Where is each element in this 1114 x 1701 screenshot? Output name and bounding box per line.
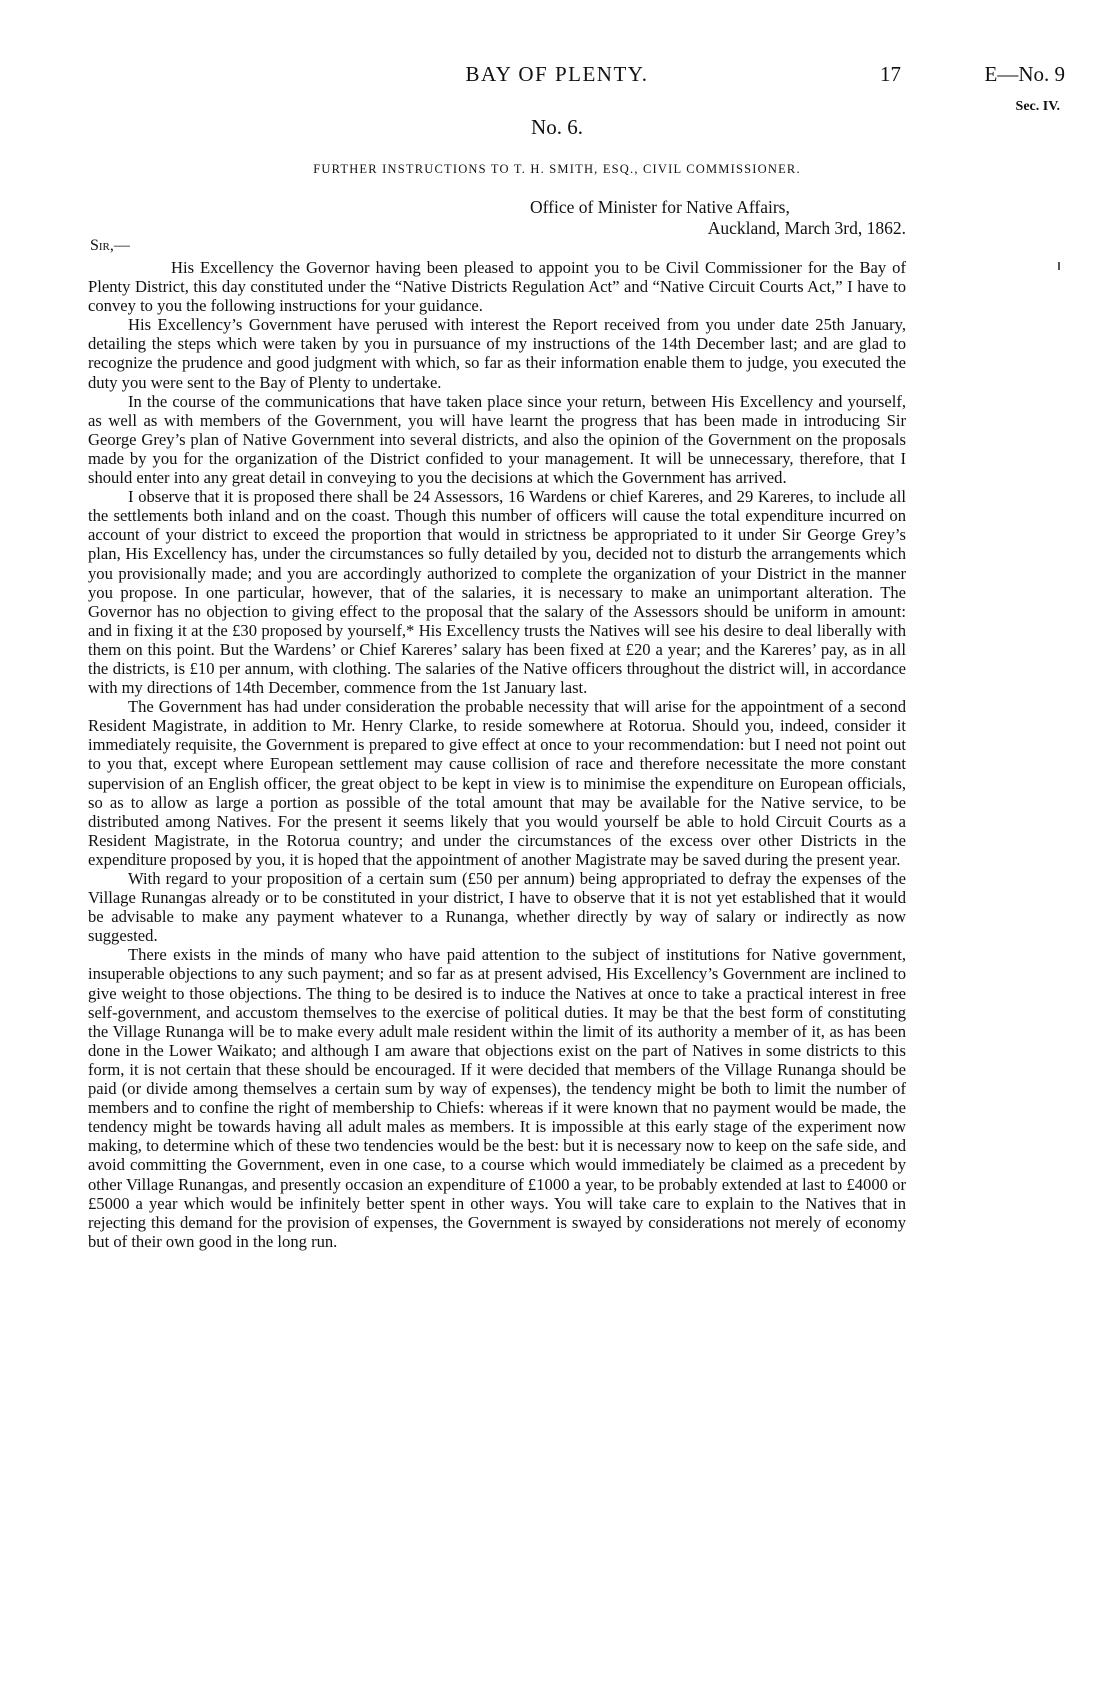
paragraph-appointment: His Excellency the Governor having been pleased to appoint you to be Civil Commissioner for the Bay of Plenty District, this day constituted under the “Native Districts Regulation Act” and “Native Circuit Courts Act,” I have to convey to you the following instructions for your guidance. [88,258,906,316]
document-number: No. 6. [531,115,583,139]
address-line-place-date: Auckland, March 3rd, 1862. [707,218,906,238]
paragraph-officers-salaries: I observe that it is proposed there shall be 24 Assessors, 16 Wardens or chief Kareres, and 29 Kareres, to include all the settlements both inland and on the coast. Though this number of officers will cause the total expenditure incurred on account of your district to exceed the proportion that would in strictness be appropriated to it under Sir George Grey’s plan, His Excellency has, under the circumstances so fully detailed by you, decided not to disturb the arrangements which you provisionally made; and you are accordingly authorized to complete the organization of your District in the manner you propose. In one particular, however, that of the salaries, it is necessary to make an unimportant alteration. The Governor has no objection to giving effect to the proposal that the salary of the Assessors should be uniform in amount: and in fixing it at the £30 proposed by yourself,* His Excellency trusts the Natives will see his desire to deal liberally with them on this point. But the Wardens’ or Chief Kareres’ salary has been fixed at £20 a year; and the Kareres’ pay, as in all the districts, is £10 per annum, with clothing. The salaries of the Native officers throughout the district will, in accordance with my directions of 14th December, commence from the 1st January last. [88,487,906,698]
section-label: Sec. IV. [1015,99,1060,114]
paragraph-communications: In the course of the communications that have taken place since your return, between His Excellency and yourself, as well as with members of the Government, you will have learnt the progress that has been made in introducing Sir George Grey’s plan of Native Government into several districts, and also the opinion of the Government on the proposals made by you for the organization of the District confided to your management. It will be unnecessary, therefore, that I should enter into any great detail in conveying to you the decisions at which the Government has arrived. [88,391,906,488]
letter-address [530,197,906,239]
tick-mark [1058,262,1060,270]
letter-body [88,258,906,1251]
paper-reference: E—No. 9 [984,62,1065,86]
address-line-office: Office of Minister for Native Affairs, [530,197,790,217]
salutation: Sir,— [90,237,130,254]
paragraph-runanga-expenses: With regard to your proposition of a certain sum (£50 per annum) being appropriated to defray the expenses of the Village Runangas already or to be constituted in your district, I have to observe that it is not yet established that it would be advisable to make any payment whatever to a Runanga, whether directly by way of salary or indirectly as now suggested. [88,869,906,946]
page-number: 17 [880,62,901,86]
document-heading: FURTHER INSTRUCTIONS TO T. H. SMITH, ESQ., CIVIL COMMISSIONER. [313,162,801,176]
paragraph-report: His Excellency’s Government have perused with interest the Report received from you under date 25th January, detailing the steps which were taken by you in pursuance of my instructions of the 14th December last; and are glad to recognize the prudence and good judgment with which, so far as their information enable them to judge, you executed the duty you were sent to the Bay of Plenty to undertake. [88,315,906,392]
running-header-title: BAY OF PLENTY. [465,62,649,86]
paragraph-resident-magistrate: The Government has had under consideration the probable necessity that will arise for the appointment of a second Resident Magistrate, in addition to Mr. Henry Clarke, to reside somewhere at Rotorua. Should you, indeed, consider it immediately requisite, the Government is prepared to give effect at once to your recommendation: but I need not point out to you that, except where European settlement may cause collision of race and therefore necessitate the more constant supervision of an English officer, the great object to be kept in view is to minimise the expenditure on European officials, so as to allow as large a portion as possible of the total amount that may be available for the Native service, to be distributed among Natives. For the present it seems likely that you would yourself be able to hold Circuit Courts as a Resident Magistrate, in the Rotorua country; and under the circumstances of the excess over other Districts in the expenditure proposed by you, it is hoped that the appointment of another Magistrate may be saved during the present year. [88,697,906,869]
paragraph-objections: There exists in the minds of many who have paid attention to the subject of institutions for Native government, insuperable objections to any such payment; and so far as at present advised, His Excellency’s Government are inclined to give weight to those objections. The thing to be desired is to induce the Natives at once to take a practical interest in free self-government, and accustom themselves to the exercise of political duties. It may be that the best form of constituting the Village Runanga will be to make every adult male resident within the limit of its authority a member of it, as has been done in the Lower Waikato; and although I am aware that objections exist on the part of Natives in some districts to this form, it is not certain that these should be encouraged. If it were decided that members of the Village Runanga should be paid (or divide among themselves a certain sum by way of expenses), the tendency might be both to limit the number of members and to confine the right of membership to Chiefs: whereas if it were known that no payment would be made, the tendency might be towards having all adult males as members. It is impossible at this early stage of the experiment now making, to determine which of these two tendencies would be the best: but it is necessary now to keep on the safe side, and avoid committing the Government, even in one case, to a course which would immediately be claimed as a precedent by other Village Runangas, and presently occasion an expenditure of £1000 a year, to be probably extended at last to £4000 or £5000 a year which would be infinitely better spent in other ways. You will take care to explain to the Natives that in rejecting this demand for the provision of expenses, the Government is swayed by considerations not merely of economy but of their own good in the long run. [88,945,906,1251]
